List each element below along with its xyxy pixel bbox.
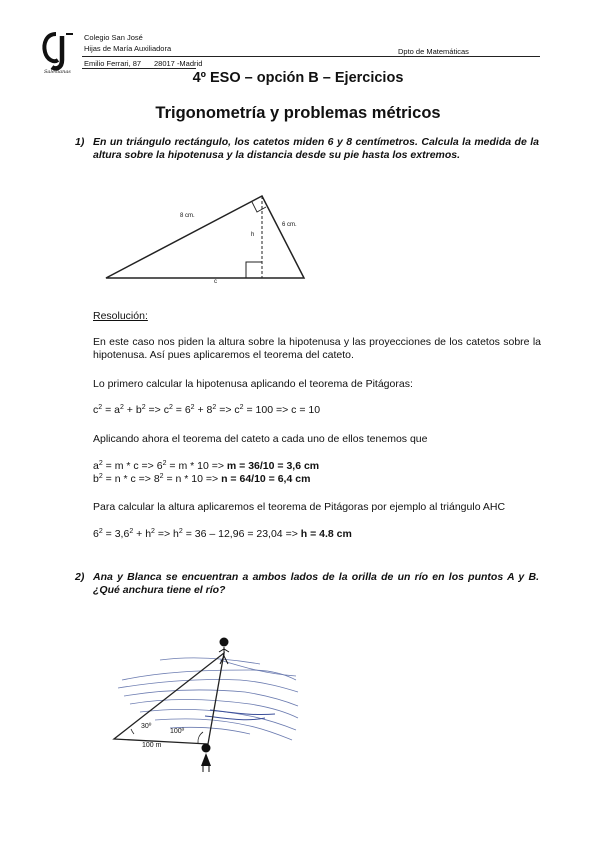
header-rule-2: [82, 68, 196, 69]
equation-n: $b^2 = n * c => 8^2 = n * 10 => n = 64/10 = 6,4$ cm: [93, 473, 311, 485]
angle-30: 30º: [141, 723, 152, 730]
problem2-number: 2): [75, 571, 85, 583]
school-line2: Hijas de María Auxiliadora: [84, 44, 172, 53]
label-c: c: [214, 279, 217, 285]
topic-title: Trigonometría y problemas métricos: [155, 104, 441, 122]
equation-m: $a^2 = m * c => 6^2 = m * 10 => m = 36/10 = 3,6$ cm: [93, 460, 320, 472]
resolution-para3: Aplicando ahora el teorema del cateto a cada uno de ellos tenemos que: [93, 433, 428, 445]
school-line1: Colegio San José: [84, 33, 143, 42]
resolution-para1: En este caso nos piden la altura sobre la hipotenusa y las proyecciones de los catetos sobre la hipotenusa. Así pues aplicaremos el teorema del cateto.: [93, 336, 541, 361]
label-6cm: 6 cm.: [282, 222, 297, 228]
river-figure: [100, 630, 300, 775]
logo-text: Salesianas: [44, 69, 71, 75]
label-h: h: [251, 232, 255, 238]
resolution-para4: Para calcular la altura aplicaremos el teorema de Pitágoras por ejemplo al triángulo AHC: [93, 501, 506, 513]
resolution-heading: Resolución:: [93, 310, 148, 322]
distance-100m: 100 m: [142, 742, 162, 749]
problem2-statement: Ana y Blanca se encuentran a ambos lados de la orilla de un río en los puntos A y B. ¿Qué anchura tiene el río?: [93, 571, 539, 596]
course-title: 4º ESO – opción B – Ejercicios: [192, 70, 404, 86]
department: Dpto de Matemáticas: [398, 47, 469, 56]
angle-100: 100º: [170, 728, 185, 735]
label-8cm: 8 cm.: [180, 213, 195, 219]
triangle-figure: [100, 188, 310, 288]
resolution-para2: Lo primero calcular la hipotenusa aplicando el teorema de Pitágoras:: [93, 378, 413, 390]
equation-pythagoras: $c^2 = a^2 + b^2 => c^2 = 6^2 + 8^2 => c^2 = 100 => c = 10$: [93, 404, 321, 416]
equation-height: $6^2 = 3,6^2 + h^2 => h^2 = 36 - 12,96 = 23,04 => h = 4.8$ cm: [93, 528, 352, 540]
address-city: 28017 -Madrid: [154, 59, 203, 68]
header-rule: [82, 56, 540, 57]
problem1-number: 1): [75, 136, 85, 148]
problem1-statement: En un triángulo rectángulo, los catetos miden 6 y 8 centímetros. Calcula la medida de la altura sobre la hipotenusa y la distancia desde su pie hasta los extremos.: [93, 136, 539, 161]
address-street: Emilio Ferrari, 87: [84, 59, 142, 68]
